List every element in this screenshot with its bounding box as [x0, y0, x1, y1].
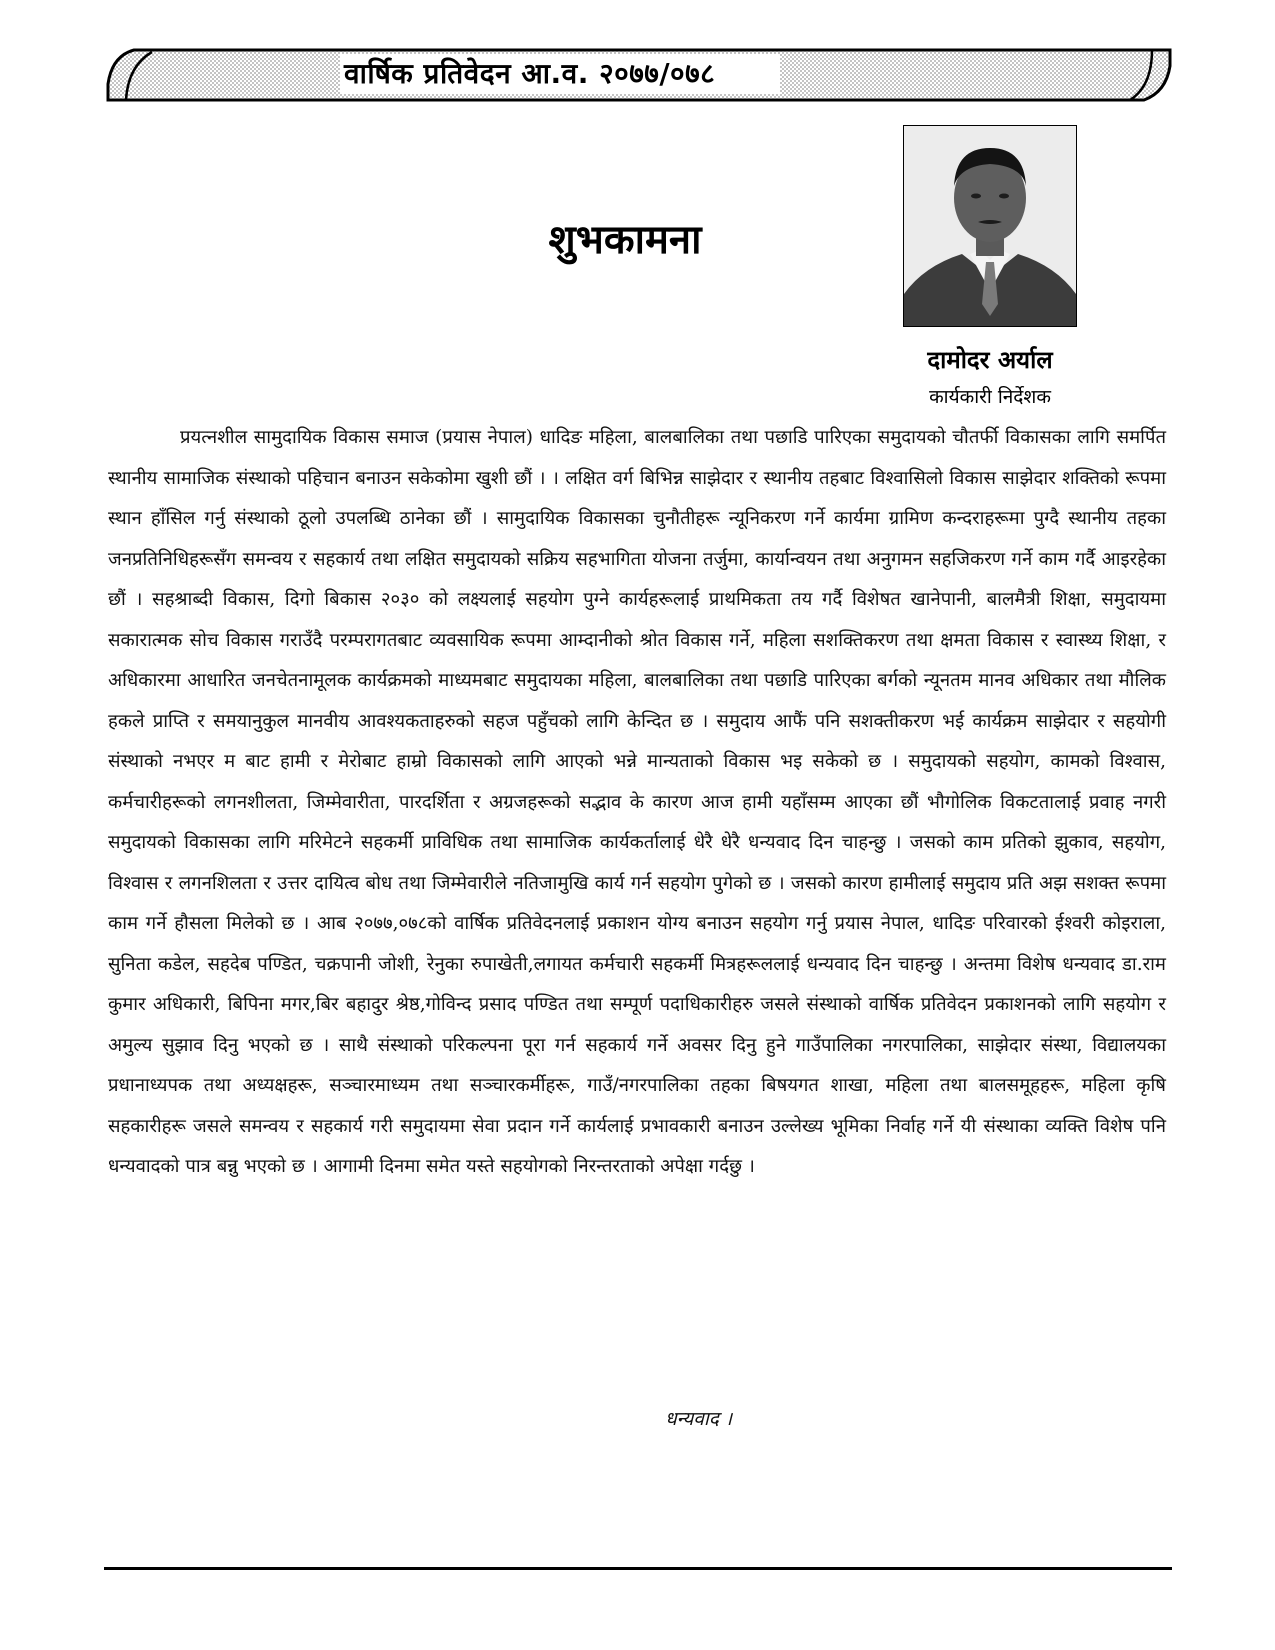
message-body: प्रयत्नशील सामुदायिक विकास समाज (प्रयास नेपाल) धादिङ महिला, बालबालिका तथा पछाडि पारिएका समुदायको चौतर्फी विकासका लागि समर्पित स्थानीय सामाजिक संस्थाको पहिचान बनाउन सकेकोमा खुशी छौं । । लक्षित वर्ग बिभिन्न साझेदार र स्थानीय तहबाट विश्वासिलो विकास साझेदार शक्तिको रूपमा स्थान हाँसिल गर्नु संस्थाको ठूलो उपलब्धि ठानेका छौं । सामुदायिक विकासका चुनौतीहरू न्यूनिकरण गर्ने कार्यमा ग्रामिण कन्दराहरूमा पुग्दै स्थानीय तहका जनप्रतिनिधिहरूसँग समन्वय र सहकार्य तथा लक्षित समुदायको सक्रिय सहभागिता योजना तर्जुमा, कार्यान्वयन तथा अनुगमन सहजिकरण गर्ने काम गर्दै आइरहेका छौं । सहश्राब्दी विकास, दिगो बिकास २०३० को लक्ष्यलाई सहयोग पुग्ने कार्यहरूलाई प्राथमिकता तय गर्दै विशेषत खानेपानी, बालमैत्री शिक्षा, समुदायमा सकारात्मक सोच विकास गराउँदै परम्परागतबाट व्यवसायिक रूपमा आम्दानीको श्रोत विकास गर्ने, महिला सशक्तिकरण तथा क्षमता विकास र स्वास्थ्य शिक्षा, र अधिकारमा आधारित जनचेतनामूलक कार्यक्रमको माध्यमबाट समुदायका महिला, बालबालिका तथा पछाडि पारिएका बर्गको न्यूनतम मानव अधिकार तथा मौलिक हकले प्राप्ति र समयानुकुल मानवीय आवश्यकताहरुको सहज पहुँचको लागि केन्दित छ । समुदाय आफैं पनि सशक्तीकरण भई कार्यक्रम साझेदार र सहयोगी संस्थाको नभएर म बाट हामी र मेरोबाट हाम्रो विकासको लागि आएको भन्ने मान्यताको विकास भइ सकेको छ । समुदायको सहयोग, कामको विश्वास, कर्मचारीहरूको लगनशीलता, जिम्मेवारीता, पारदर्शिता र अग्रजहरूको सद्भाव के कारण आज हामी यहाँसम्म आएका छौं भौगोलिक विकटतालाई प्रवाह नगरी समुदायको विकासका लागि मरिमेटने सहकर्मी प्राविधिक तथा सामाजिक कार्यकर्तालाई धेरै धेरै धन्यवाद दिन चाहन्छु । जसको काम प्रतिको झुकाव, सहयोग, विश्वास र लगनशिलता र उत्तर दायित्व बोध तथा जिम्मेवारीले नतिजामुखि कार्य गर्न सहयोग पुगेको छ । जसको कारण हामीलाई समुदाय प्रति अझ सशक्त रूपमा काम गर्ने हौसला मिलेको छ । आब २०७७,०७८को वार्षिक प्रतिवेदनलाई प्रकाशन योग्य बनाउन सहयोग गर्नु प्रयास नेपाल, धादिङ परिवारको ईश्वरी कोइराला, सुनिता कडेल, सहदेब पण्डित, चक्रपानी जोशी, रेनुका रुपाखेती,लगायत कर्मचारी सहकर्मी मित्रहरूललाई धन्यवाद दिन चाहन्छु । अन्तमा विशेष धन्यवाद डा.राम कुमार अधिकारी, बिपिना मगर,बिर बहादुर श्रेष्ठ,गोविन्द प्रसाद पण्डित तथा सम्पूर्ण पदाधिकारीहरु जसले संस्थाको वार्षिक प्रतिवेदन प्रकाशनको लागि सहयोग र अमुल्य सुझाव दिनु भएको छ । साथै संस्थाको परिकल्पना पूरा गर्न सहकार्य गर्ने अवसर दिनु हुने गाउँपालिका नगरपालिका, साझेदार संस्था, विद्यालयका प्रधानाध्यपक तथा अध्यक्षहरू, सञ्चारमाध्यम तथा सञ्चारकर्मीहरू, गाउँ/नगरपालिका तहका बिषयगत शाखा, महिला तथा बालसमूहहरू, महिला कृषि सहकारीहरू जसले समन्वय र सहकार्य गरी समुदायमा सेवा प्रदान गर्ने कार्यलाई प्रभावकारी बनाउन उल्लेख्य भूमिका निर्वाह गर्ने यी संस्थाका व्यक्ति विशेष पनि धन्यवादको पात्र बन्नु भएको छ । आगामी दिनमा समेत यस्ते सहयोगको निरन्तरताको अपेक्षा गर्दछु । [108, 427, 1166, 1177]
closing-thanks: धन्यवाद । [665, 1408, 733, 1430]
signatory-photo [903, 125, 1077, 327]
signatory-role: कार्यकारी निर्देशक [929, 386, 1051, 408]
footer-divider [104, 1567, 1172, 1570]
header-banner [104, 46, 1174, 104]
portrait-image [904, 126, 1076, 326]
greeting-title: शुभकामना [548, 217, 702, 263]
report-header-title: वार्षिक प्रतिवेदन आ.व. २०७७/०७८ [344, 57, 716, 90]
signatory-name: दामोदर अर्याल [927, 346, 1053, 374]
